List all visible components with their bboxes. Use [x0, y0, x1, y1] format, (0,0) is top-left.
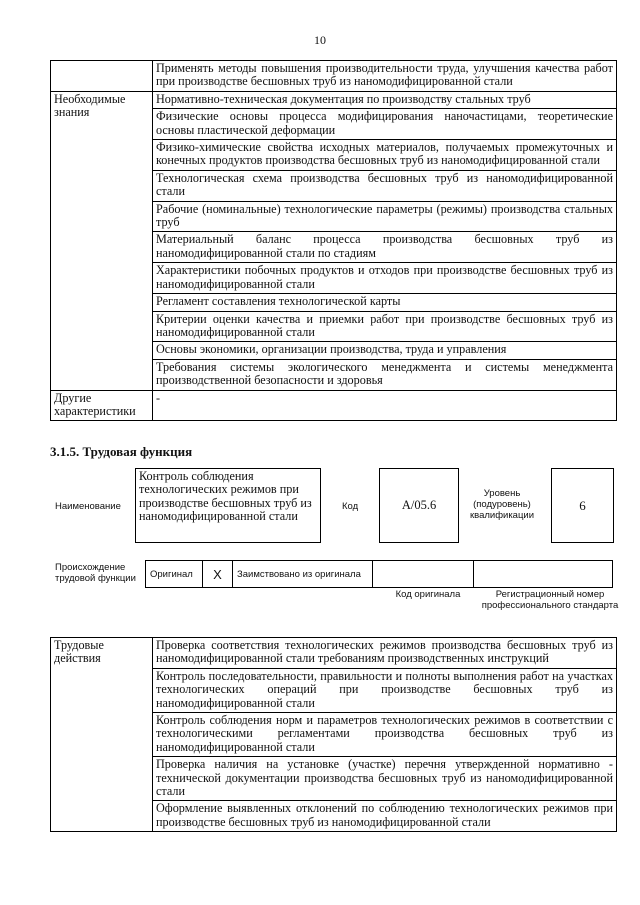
row-category: Другие характеристики	[51, 390, 153, 421]
row-item: Нормативно-техническая документация по производству стальных труб	[153, 91, 617, 108]
row-item: Физико-химические свойства исходных материалов, получаемых промежуточных и конечных продуктов производства бесшовных труб из наномодифицированной стали	[153, 140, 617, 171]
table-row	[51, 638, 617, 669]
origin-reg-cell	[474, 561, 613, 588]
function-name: Контроль соблюдения технологических режимов при производстве бесшовных труб из наномодифицированной стали	[135, 468, 321, 543]
row-item: -	[153, 390, 617, 421]
origin-original: Оригинал	[146, 561, 203, 588]
row-category: Трудовые действия	[51, 638, 153, 832]
row-item: Основы экономики, организации производства, труда и управления	[153, 342, 617, 359]
row-item: Регламент составления технологической карты	[153, 294, 617, 311]
row-item: Оформление выявленных отклонений по соблюдению технологических режимов при производстве бесшовных труб из наномодифицированной стали	[153, 801, 617, 832]
labor-actions-table	[50, 637, 617, 832]
row-category	[51, 61, 153, 92]
code-original-caption: Код оригинала	[395, 589, 461, 600]
row-item: Проверка соответствия технологических режимов производства бесшовных труб из наномодифицированной стали требованиям производственных инструкций	[153, 638, 617, 669]
table-row	[51, 61, 617, 92]
row-item: Рабочие (номинальные) технологические параметры (режимы) производства стальных труб	[153, 201, 617, 232]
origin-borrowed: Заимствовано из оригинала	[233, 561, 373, 588]
code-label: Код	[342, 501, 359, 512]
row-category: Необходимые знания	[51, 91, 153, 390]
row-item: Критерии оценки качества и приемки работ при производстве бесшовных труб из наномодифицированной стали	[153, 311, 617, 342]
row-item: Проверка наличия на установке (участке) перечня утвержденной нормативно - технической документации производства бесшовных труб из наномодифицированной стали	[153, 757, 617, 801]
row-item: Требования системы экологического менеджмента и системы менеджмента производственной безопасности и здоровья	[153, 359, 617, 390]
table-row	[146, 561, 613, 588]
qualification-level: 6	[551, 468, 614, 543]
function-code: A/05.6	[379, 468, 459, 543]
row-item: Контроль последовательности, правильности и полноты выполнения работ на участках технологических операций при производстве бесшовных труб из наномодифицированной стали	[153, 668, 617, 712]
name-label: Наименование	[55, 501, 121, 512]
origin-label: Происхождение трудовой функции	[55, 562, 136, 584]
knowledge-table	[50, 60, 617, 421]
table-row	[51, 390, 617, 421]
row-item: Характеристики побочных продуктов и отходов при производстве бесшовных труб из наномодифицированной стали	[153, 263, 617, 294]
row-item: Технологическая схема производства бесшовных труб из наномодифицированной стали	[153, 170, 617, 201]
row-item: Материальный баланс процесса производства бесшовных труб из наномодифицированной стали по стадиям	[153, 232, 617, 263]
origin-code-cell	[373, 561, 474, 588]
row-item: Применять методы повышения производительности труда, улучшения качества работ при производстве бесшовных труб из наномодифицированной стали	[153, 61, 617, 92]
page-number: 10	[314, 33, 326, 47]
table-row	[51, 91, 617, 108]
row-item: Физические основы процесса модифицирования наночастицами, теоретические основы пластической деформации	[153, 109, 617, 140]
level-label: Уровень (подуровень) квалификации	[469, 488, 535, 521]
reg-number-caption: Регистрационный номер профессионального стандарта	[481, 589, 619, 611]
row-item: Контроль соблюдения норм и параметров технологических режимов в соответствии с технологическими регламентами производства бесшовных труб из наномодифицированной стали	[153, 713, 617, 757]
origin-mark: X	[203, 561, 233, 588]
section-title: 3.1.5. Трудовая функция	[50, 444, 193, 459]
origin-table	[145, 560, 613, 588]
